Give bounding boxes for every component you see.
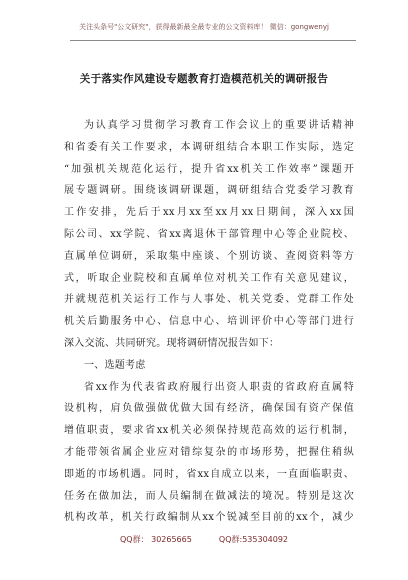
body-line: 机关后勤服务中心、信息中心、培训评价中心等部门进行 (64, 316, 354, 328)
body-line: 并就规范机关运行工作与人事处、机关党委、党群工作处 (64, 294, 354, 306)
body-line: 增值职责，要求省xx机关必须保持规范高效的运行机制， (64, 425, 354, 437)
section-heading: 一、选题考虑 (84, 359, 146, 371)
body-line: 展专题调研。围绕该调研课题，调研组结合党委学习教育 (64, 185, 354, 197)
body-line: 机构改革，机关行政编制从xx个锐减至目前的xx个，减少 (64, 512, 354, 524)
footer-qq-group: QQ群:535304092 (218, 535, 289, 544)
body-line: 才能带领省属企业应对错综复杂的市场形势，把握住稍纵 (64, 446, 354, 458)
footer (0, 534, 408, 545)
body-line: 式，听取企业院校和直属单位对机关工作有关意见建议， (64, 272, 354, 284)
document-title: 关于落实作风建设专题教育打造模范机关的调研报告 (79, 73, 329, 85)
header-divider (70, 40, 356, 41)
body-line: “加强机关规范化运行，提升省xx机关工作效率”课题开 (64, 163, 354, 175)
header-banner: 关注头条号"公文研究"，获得最新最全最专业的公文资料库！ 微信：gongwenyj (79, 23, 329, 31)
document-body (64, 115, 354, 529)
body-line: 设机构，肩负做强做优做大国有经济，确保国有资产保值 (64, 403, 354, 415)
body-line: 省xx作为代表省政府履行出资人职责的省政府直属特 (84, 381, 354, 393)
body-line: 即逝的市场机遇。同时，省xx自成立以来，一直面临职责、 (64, 468, 354, 480)
footer-qq-primary: QQ群： 30265665 (119, 535, 192, 544)
body-line: 深入交流、共同研究。现将调研情况报告如下： (64, 337, 280, 349)
body-line: 工作安排，先后于xx月xx至xx月xx日期间，深入xx国 (64, 207, 354, 219)
body-line: 为认真学习贯彻学习教育工作会议上的重要讲话精神 (84, 120, 354, 131)
body-line: 际公司、xx学院、省xx离退休干部管理中心等企业院校、 (64, 228, 354, 240)
body-line: 直属单位调研，采取集中座谈、个别访谈、查阅资料等方 (64, 250, 354, 262)
body-line: 任务在做加法，而人员编制在做减法的境况。特别是这次 (64, 490, 354, 502)
body-line: 和省委有关工作要求，本调研组结合本职工作实际，选定 (64, 141, 354, 153)
